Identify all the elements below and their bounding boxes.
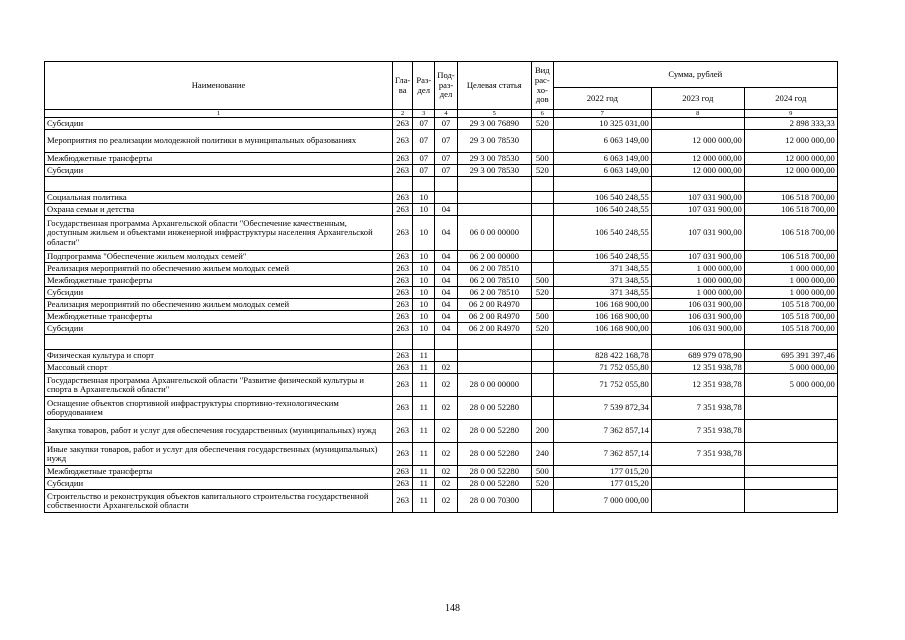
cell-sub: 04 — [435, 204, 458, 216]
table-row — [45, 374, 838, 397]
cell-y2024: 106 518 700,00 — [744, 251, 837, 263]
cell-vr: 500 — [531, 153, 553, 165]
cell-target: 06 0 00 00000 — [457, 216, 531, 251]
cell-name: Межбюджетные трансферты — [45, 466, 393, 478]
cell-ch: 263 — [393, 251, 413, 263]
cell-name: Оснащение объектов спортивной инфраструктуры спортивно-технологическим оборудованием — [45, 397, 393, 420]
col-number: 8 — [651, 110, 744, 118]
cell-sub: 04 — [435, 323, 458, 335]
cell-sub: 02 — [435, 443, 458, 466]
cell-y2022: 106 540 248,55 — [553, 192, 651, 204]
cell-target: 29 3 00 78530 — [457, 153, 531, 165]
cell-ch: 263 — [393, 350, 413, 362]
cell-y2023: 107 031 900,00 — [651, 216, 744, 251]
cell-y2023: 12 000 000,00 — [651, 165, 744, 177]
cell-sec: 10 — [413, 192, 435, 204]
cell-vr — [531, 192, 553, 204]
cell-ch: 263 — [393, 216, 413, 251]
table-header — [45, 62, 838, 118]
cell-y2022: 6 063 149,00 — [553, 165, 651, 177]
cell-vr — [531, 204, 553, 216]
cell-sub: 02 — [435, 478, 458, 490]
cell-sec: 10 — [413, 299, 435, 311]
cell-y2024: 5 000 000,00 — [744, 374, 837, 397]
cell-target: 28 0 00 52280 — [457, 443, 531, 466]
header-exp-type: Вид рас-хо-дов — [531, 62, 553, 110]
cell-vr: 520 — [531, 478, 553, 490]
cell-sec: 10 — [413, 275, 435, 287]
col-number: 2 — [393, 110, 413, 118]
table-row — [45, 443, 838, 466]
cell-y2022: 10 325 031,00 — [553, 118, 651, 130]
cell-sec: 11 — [413, 478, 435, 490]
header-subsection: Под-раз-дел — [435, 62, 458, 110]
cell-name: Социальная политика — [45, 192, 393, 204]
cell-y2024: 106 518 700,00 — [744, 192, 837, 204]
header-2024: 2024 год — [744, 88, 837, 110]
separator-row — [45, 177, 838, 192]
table-row — [45, 216, 838, 251]
cell-target — [457, 192, 531, 204]
cell-y2023: 106 031 900,00 — [651, 311, 744, 323]
cell-target: 29 3 00 78530 — [457, 165, 531, 177]
table-row — [45, 130, 838, 153]
cell-sec: 07 — [413, 153, 435, 165]
cell-y2024: 1 000 000,00 — [744, 263, 837, 275]
cell-y2022: 71 752 055,80 — [553, 362, 651, 374]
cell-y2023: 107 031 900,00 — [651, 192, 744, 204]
cell-y2022: 106 168 900,00 — [553, 323, 651, 335]
cell-ch: 263 — [393, 263, 413, 275]
cell-target: 06 2 00 R4970 — [457, 323, 531, 335]
cell-name: Субсидии — [45, 478, 393, 490]
cell-target — [457, 204, 531, 216]
col-number: 7 — [553, 110, 651, 118]
cell-sub: 07 — [435, 130, 458, 153]
cell-y2024: 12 000 000,00 — [744, 165, 837, 177]
cell-sub: 02 — [435, 374, 458, 397]
cell-ch: 263 — [393, 165, 413, 177]
cell-sec: 10 — [413, 323, 435, 335]
table-row — [45, 362, 838, 374]
cell-y2024 — [744, 420, 837, 443]
table-row — [45, 275, 838, 287]
cell-ch: 263 — [393, 192, 413, 204]
cell-ch: 263 — [393, 299, 413, 311]
cell-sec: 11 — [413, 350, 435, 362]
cell-y2024: 1 000 000,00 — [744, 275, 837, 287]
cell-y2024: 695 391 397,46 — [744, 350, 837, 362]
cell-y2022: 106 540 248,55 — [553, 251, 651, 263]
cell-target: 28 0 00 00000 — [457, 374, 531, 397]
cell-name: Массовый спорт — [45, 362, 393, 374]
cell-target: 28 0 00 52280 — [457, 466, 531, 478]
header-target: Целевая статья — [457, 62, 531, 110]
cell-y2023: 7 351 938,78 — [651, 420, 744, 443]
cell-ch: 263 — [393, 420, 413, 443]
cell-name: Строительство и реконструкция объектов капитального строительства государственной собственности Архангельской области — [45, 490, 393, 513]
cell-sec: 10 — [413, 216, 435, 251]
cell-name: Субсидии — [45, 165, 393, 177]
cell-y2023 — [651, 466, 744, 478]
cell-ch: 263 — [393, 311, 413, 323]
cell-y2024 — [744, 397, 837, 420]
cell-name: Закупка товаров, работ и услуг для обеспечения государственных (муниципальных) нужд — [45, 420, 393, 443]
cell-sec: 11 — [413, 420, 435, 443]
cell-sec: 07 — [413, 165, 435, 177]
table-row — [45, 466, 838, 478]
cell-ch: 263 — [393, 466, 413, 478]
cell-sub: 04 — [435, 311, 458, 323]
cell-target: 06 2 00 R4970 — [457, 311, 531, 323]
table-row — [45, 263, 838, 275]
cell-y2022: 106 168 900,00 — [553, 311, 651, 323]
table-row — [45, 153, 838, 165]
cell-sub: 04 — [435, 275, 458, 287]
cell-sub: 04 — [435, 299, 458, 311]
cell-sec: 10 — [413, 287, 435, 299]
page-number: 148 — [445, 603, 460, 614]
cell-y2023: 12 000 000,00 — [651, 153, 744, 165]
cell-y2024: 1 000 000,00 — [744, 287, 837, 299]
cell-name: Государственная программа Архангельской области "Обеспечение качественным, доступным жильем и объектами инженерной инфраструктуры населения Архангельской области" — [45, 216, 393, 251]
col-number: 9 — [744, 110, 837, 118]
cell-vr: 500 — [531, 275, 553, 287]
cell-vr — [531, 362, 553, 374]
cell-target: 28 0 00 52280 — [457, 478, 531, 490]
cell-y2023: 689 979 078,90 — [651, 350, 744, 362]
cell-vr — [531, 216, 553, 251]
cell-name: Физическая культура и спорт — [45, 350, 393, 362]
cell-sec: 07 — [413, 130, 435, 153]
cell-sec: 11 — [413, 362, 435, 374]
header-name: Наименование — [45, 62, 393, 110]
cell-name: Охрана семьи и детства — [45, 204, 393, 216]
cell-y2023: 107 031 900,00 — [651, 204, 744, 216]
col-number: 6 — [531, 110, 553, 118]
cell-ch: 263 — [393, 397, 413, 420]
cell-sub: 07 — [435, 118, 458, 130]
cell-name: Субсидии — [45, 118, 393, 130]
cell-y2023: 7 351 938,78 — [651, 397, 744, 420]
cell-y2022: 371 348,55 — [553, 275, 651, 287]
cell-target: 06 2 00 78510 — [457, 275, 531, 287]
cell-sub: 02 — [435, 420, 458, 443]
header-2023: 2023 год — [651, 88, 744, 110]
cell-vr: 520 — [531, 287, 553, 299]
cell-ch: 263 — [393, 275, 413, 287]
cell-y2023: 1 000 000,00 — [651, 287, 744, 299]
cell-y2024: 106 518 700,00 — [744, 204, 837, 216]
table-row — [45, 350, 838, 362]
col-number: 1 — [45, 110, 393, 118]
cell-y2024 — [744, 490, 837, 513]
cell-y2023: 106 031 900,00 — [651, 299, 744, 311]
cell-y2024: 12 000 000,00 — [744, 130, 837, 153]
cell-y2023: 7 351 938,78 — [651, 443, 744, 466]
cell-y2022: 177 015,20 — [553, 466, 651, 478]
cell-y2022: 6 063 149,00 — [553, 130, 651, 153]
separator-row — [45, 335, 838, 350]
cell-sec: 10 — [413, 204, 435, 216]
cell-y2024: 2 898 333,33 — [744, 118, 837, 130]
cell-target — [457, 362, 531, 374]
cell-y2023: 107 031 900,00 — [651, 251, 744, 263]
cell-y2023 — [651, 118, 744, 130]
cell-sec: 10 — [413, 263, 435, 275]
cell-sec: 10 — [413, 311, 435, 323]
cell-target: 29 3 00 78530 — [457, 130, 531, 153]
cell-name: Межбюджетные трансферты — [45, 311, 393, 323]
cell-ch: 263 — [393, 374, 413, 397]
cell-ch: 263 — [393, 153, 413, 165]
cell-y2022: 106 540 248,55 — [553, 204, 651, 216]
cell-name: Субсидии — [45, 323, 393, 335]
table-row — [45, 165, 838, 177]
cell-y2024: 105 518 700,00 — [744, 299, 837, 311]
cell-target: 06 2 00 R4970 — [457, 299, 531, 311]
cell-vr — [531, 397, 553, 420]
cell-y2023: 106 031 900,00 — [651, 323, 744, 335]
table-row — [45, 118, 838, 130]
cell-sec: 11 — [413, 490, 435, 513]
header-section: Раз-дел — [413, 62, 435, 110]
cell-y2023 — [651, 478, 744, 490]
cell-y2022: 106 168 900,00 — [553, 299, 651, 311]
cell-name: Субсидии — [45, 287, 393, 299]
cell-name: Реализация мероприятий по обеспечению жильем молодых семей — [45, 299, 393, 311]
cell-y2024 — [744, 478, 837, 490]
col-number: 4 — [435, 110, 458, 118]
cell-vr — [531, 350, 553, 362]
table-row — [45, 311, 838, 323]
cell-name: Межбюджетные трансферты — [45, 275, 393, 287]
cell-y2024 — [744, 466, 837, 478]
cell-sec: 07 — [413, 118, 435, 130]
cell-name: Реализация мероприятий по обеспечению жильем молодых семей — [45, 263, 393, 275]
cell-ch: 263 — [393, 130, 413, 153]
cell-y2024 — [744, 443, 837, 466]
table-row — [45, 397, 838, 420]
cell-ch: 263 — [393, 323, 413, 335]
cell-sub: 02 — [435, 397, 458, 420]
cell-vr — [531, 490, 553, 513]
col-number: 3 — [413, 110, 435, 118]
cell-target: 06 2 00 78510 — [457, 287, 531, 299]
cell-y2023: 12 351 938,78 — [651, 374, 744, 397]
table-row — [45, 251, 838, 263]
cell-sub — [435, 350, 458, 362]
cell-target: 28 0 00 52280 — [457, 420, 531, 443]
cell-vr: 520 — [531, 118, 553, 130]
cell-sub: 02 — [435, 466, 458, 478]
cell-ch: 263 — [393, 118, 413, 130]
cell-target: 28 0 00 52280 — [457, 397, 531, 420]
cell-target — [457, 350, 531, 362]
cell-y2024: 12 000 000,00 — [744, 153, 837, 165]
cell-y2022: 71 752 055,80 — [553, 374, 651, 397]
cell-sub: 04 — [435, 287, 458, 299]
cell-name: Межбюджетные трансферты — [45, 153, 393, 165]
cell-vr: 520 — [531, 165, 553, 177]
cell-vr: 240 — [531, 443, 553, 466]
cell-y2022: 371 348,55 — [553, 287, 651, 299]
cell-target: 28 0 00 70300 — [457, 490, 531, 513]
cell-target: 06 2 00 00000 — [457, 251, 531, 263]
cell-sub: 07 — [435, 153, 458, 165]
cell-ch: 263 — [393, 478, 413, 490]
cell-y2022: 106 540 248,55 — [553, 216, 651, 251]
cell-y2024: 105 518 700,00 — [744, 323, 837, 335]
cell-y2022: 7 539 872,34 — [553, 397, 651, 420]
cell-y2023: 1 000 000,00 — [651, 263, 744, 275]
cell-y2022: 7 362 857,14 — [553, 420, 651, 443]
cell-y2022: 828 422 168,78 — [553, 350, 651, 362]
cell-y2023: 1 000 000,00 — [651, 275, 744, 287]
cell-y2023 — [651, 490, 744, 513]
cell-vr — [531, 130, 553, 153]
cell-target: 06 2 00 78510 — [457, 263, 531, 275]
cell-y2022: 371 348,55 — [553, 263, 651, 275]
cell-vr — [531, 299, 553, 311]
cell-vr: 500 — [531, 311, 553, 323]
cell-ch: 263 — [393, 204, 413, 216]
cell-sub: 04 — [435, 251, 458, 263]
cell-vr — [531, 251, 553, 263]
cell-sec: 11 — [413, 397, 435, 420]
cell-y2022: 7 362 857,14 — [553, 443, 651, 466]
cell-sub: 04 — [435, 216, 458, 251]
table-body — [45, 118, 838, 513]
cell-vr — [531, 263, 553, 275]
table-row — [45, 287, 838, 299]
col-number: 5 — [457, 110, 531, 118]
cell-y2023: 12 000 000,00 — [651, 130, 744, 153]
header-2022: 2022 год — [553, 88, 651, 110]
table-row — [45, 323, 838, 335]
cell-sec: 11 — [413, 443, 435, 466]
cell-sub: 07 — [435, 165, 458, 177]
cell-name: Мероприятия по реализации молодежной политики в муниципальных образованиях — [45, 130, 393, 153]
table-row — [45, 299, 838, 311]
cell-sub — [435, 192, 458, 204]
table-row — [45, 192, 838, 204]
cell-ch: 263 — [393, 287, 413, 299]
header-sum: Сумма, рублей — [553, 62, 837, 88]
cell-ch: 263 — [393, 443, 413, 466]
cell-y2024: 5 000 000,00 — [744, 362, 837, 374]
table-row — [45, 204, 838, 216]
cell-sec: 11 — [413, 374, 435, 397]
cell-sub: 02 — [435, 490, 458, 513]
cell-vr — [531, 374, 553, 397]
table-row — [45, 490, 838, 513]
cell-vr: 520 — [531, 323, 553, 335]
cell-y2022: 7 000 000,00 — [553, 490, 651, 513]
cell-y2022: 6 063 149,00 — [553, 153, 651, 165]
cell-sub: 02 — [435, 362, 458, 374]
cell-y2024: 106 518 700,00 — [744, 216, 837, 251]
cell-name: Иные закупки товаров, работ и услуг для обеспечения государственных (муниципальных) нужд — [45, 443, 393, 466]
budget-table — [44, 61, 838, 513]
cell-ch: 263 — [393, 490, 413, 513]
cell-y2024: 105 518 700,00 — [744, 311, 837, 323]
cell-y2022: 177 015,20 — [553, 478, 651, 490]
table-row — [45, 478, 838, 490]
cell-ch: 263 — [393, 362, 413, 374]
cell-name: Подпрограмма "Обеспечение жильем молодых семей" — [45, 251, 393, 263]
cell-name: Государственная программа Архангельской области "Развитие физической культуры и спорта в Архангельской области" — [45, 374, 393, 397]
table-row — [45, 420, 838, 443]
cell-target: 29 3 00 76890 — [457, 118, 531, 130]
cell-vr: 500 — [531, 466, 553, 478]
header-chapter: Гла-ва — [393, 62, 413, 110]
cell-sec: 10 — [413, 251, 435, 263]
cell-sub: 04 — [435, 263, 458, 275]
cell-sec: 11 — [413, 466, 435, 478]
cell-vr: 200 — [531, 420, 553, 443]
cell-y2023: 12 351 938,78 — [651, 362, 744, 374]
